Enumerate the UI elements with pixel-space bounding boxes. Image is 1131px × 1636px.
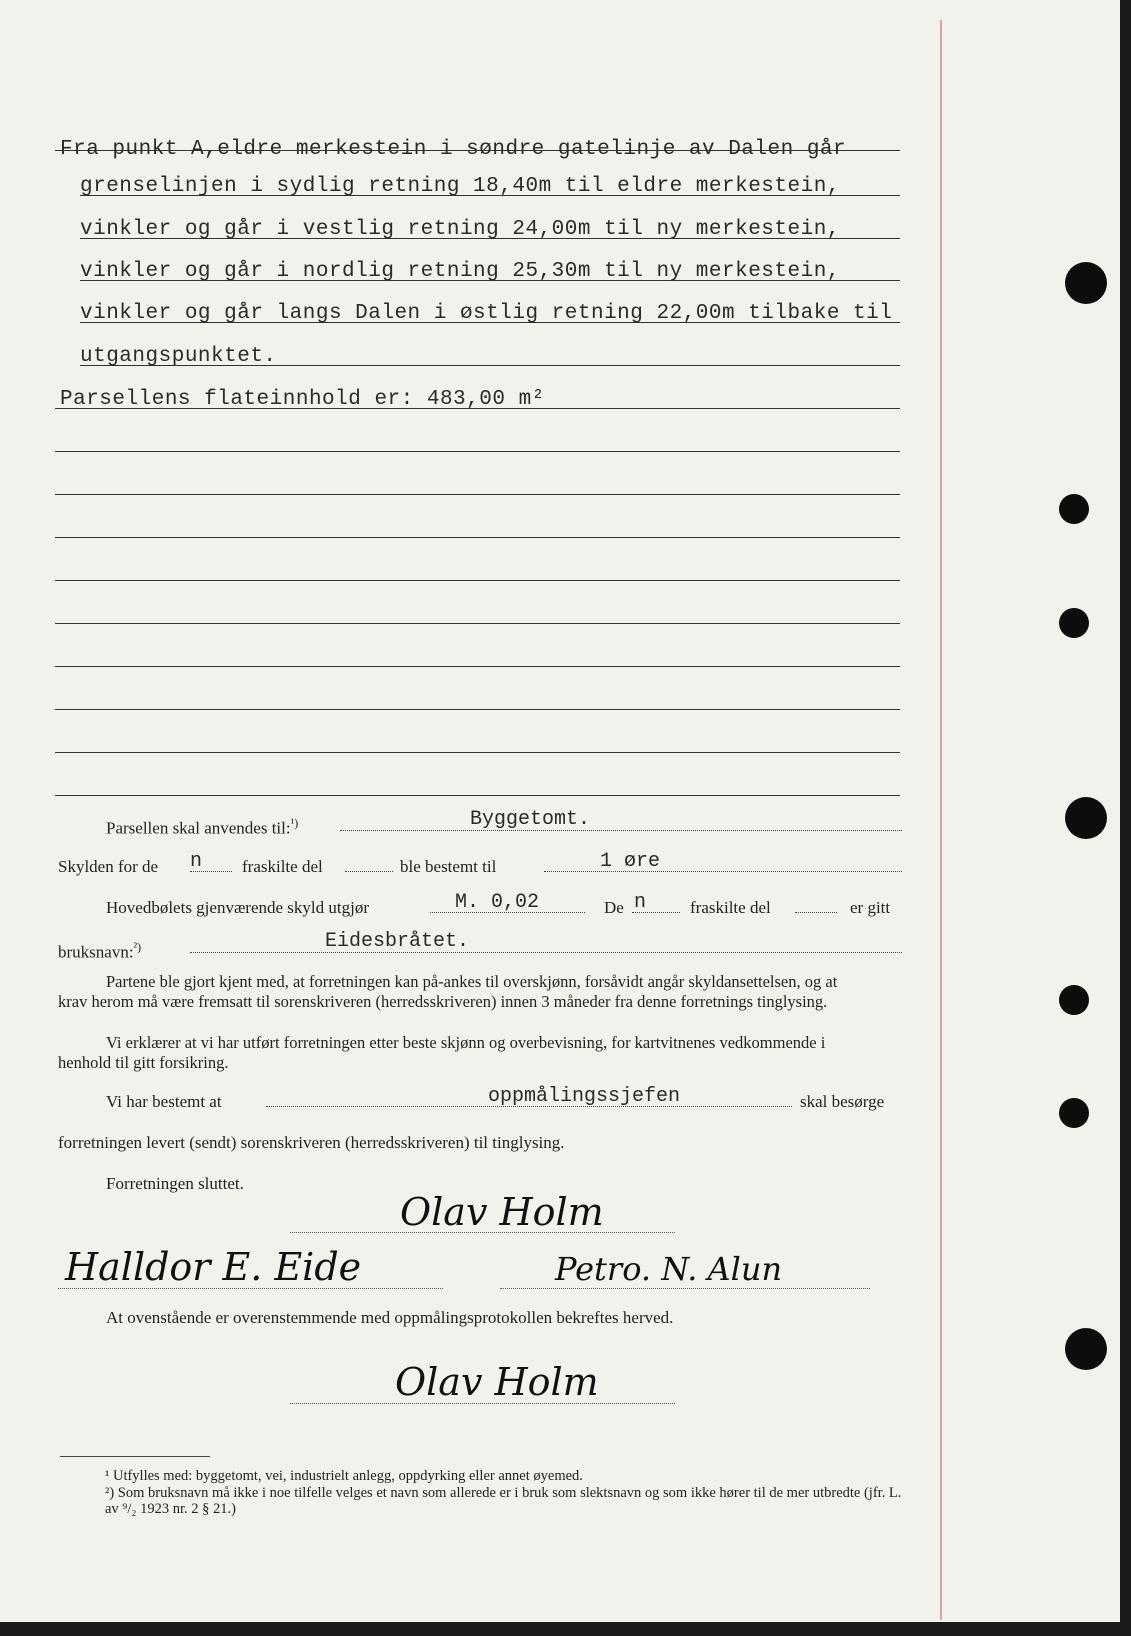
signature-line — [500, 1288, 870, 1289]
ruled-line — [55, 795, 900, 796]
hoved-gitt: er gitt — [850, 898, 891, 917]
use-value: Byggetomt. — [470, 808, 591, 831]
punch-hole — [1059, 608, 1089, 638]
ruled-line — [55, 580, 900, 581]
punch-hole — [1059, 494, 1089, 524]
skyld-value: 1 øre — [600, 850, 661, 873]
hoved-fraskilte: fraskilte del — [690, 898, 771, 917]
bestemt-tail: skal besørge — [800, 1092, 885, 1111]
typed-line: Fra punkt A,eldre merkestein i søndre gatelinje av Dalen går — [60, 138, 847, 161]
appeal-paragraph: Partene ble gjort kjent med, at forretningen kan på-ankes til overskjønn, forsåvidt angår skyldansettelsen, og at krav herom må være fremsatt til sorenskriveren (herredsskriveren) innen 3 måneder fra denne forretnings tinglysing. — [58, 972, 838, 1011]
hoved-label: Hovedbølets gjenværende skyld utgjør — [106, 898, 369, 917]
bestemt-label: Vi har bestemt at — [106, 1092, 222, 1111]
sluttet-text: Forretningen sluttet. — [106, 1174, 244, 1193]
ruled-line — [55, 623, 900, 624]
confirmation-text: At ovenstående er overenstemmende med oppmålingsprotokollen bekreftes herved. — [106, 1308, 674, 1327]
bestemt-value: oppmålingssjefen — [488, 1085, 681, 1108]
signature: Halldor E. Eide — [65, 1245, 362, 1289]
declaration-paragraph: Vi erklærer at vi har utført forretningen etter beste skjønn og overbevisning, for kartvitnenes vedkommende i henhold til gitt forsikring. — [58, 1033, 826, 1072]
skyld-label-b: fraskilte del — [242, 857, 323, 876]
use-field-line — [340, 830, 902, 831]
use-label: Parsellen skal anvendes til:$^{^1)}$ — [106, 816, 299, 838]
typed-line: vinkler og går langs Dalen i østlig retning 22,00m tilbake til — [80, 302, 893, 325]
area-line: Parsellens flateinnhold er: 483,00 m² — [60, 388, 545, 411]
ruled-line — [55, 537, 900, 538]
typed-line: vinkler og går i vestlig retning 24,00m til ny merkestein, — [80, 218, 840, 241]
typed-line: vinkler og går i nordlig retning 25,30m til ny merkestein, — [80, 260, 840, 283]
bruksnavn-field-line — [190, 952, 902, 953]
signature: Olav Holm — [395, 1360, 599, 1404]
signature-line — [290, 1403, 675, 1404]
footnote-2: ²) Som bruksnavn må ikke i noe tilfelle velges et navn som allerede er i bruk som slektsnavn og som ikke hører til de mer utbredte (jfr. L. av ⁹/₂ 1923 nr. 2 § 21.) — [105, 1485, 902, 1517]
hoved-de: De — [604, 898, 624, 917]
skyld-typed-n: n — [190, 850, 203, 873]
signature: Olav Holm — [400, 1190, 604, 1234]
punch-hole — [1059, 985, 1089, 1015]
ruled-line — [55, 494, 900, 495]
punch-hole — [1059, 1098, 1089, 1128]
punch-hole — [1065, 262, 1107, 304]
signature: Petro. N. Alun — [555, 1250, 783, 1288]
hoved-field-line — [795, 912, 837, 913]
ruled-line — [55, 666, 900, 667]
skyld-label-a: Skylden for de — [58, 857, 159, 876]
typed-line: grenselinjen i sydlig retning 18,40m til eldre merkestein, — [80, 175, 840, 198]
ruled-line — [55, 451, 900, 452]
footnote-rule — [60, 1456, 210, 1457]
punch-hole — [1065, 1328, 1107, 1370]
skyld-field-line — [345, 871, 393, 872]
typed-line: utgangspunktet. — [80, 345, 277, 368]
bruksnavn-value: Eidesbråtet. — [325, 930, 470, 953]
punch-hole — [1065, 797, 1107, 839]
ruled-line — [55, 709, 900, 710]
hoved-value: M. 0,02 — [455, 891, 540, 914]
signature-line — [290, 1232, 675, 1233]
skyld-field-line — [544, 871, 902, 872]
hoved-field-line — [632, 912, 680, 913]
bruksnavn-label: bruksnavn:$^{^2)}$ — [58, 940, 142, 962]
footnote-1: ¹ Utfylles med: byggetomt, vei, industrielt anlegg, oppdyrking eller annet øyemed. — [105, 1468, 583, 1484]
ruled-line — [55, 752, 900, 753]
levert-line: forretningen levert (sendt) sorenskriveren (herredsskriveren) til tinglysing. — [58, 1133, 565, 1152]
signature-line — [58, 1288, 443, 1289]
hoved-typed-n: n — [634, 891, 647, 914]
skyld-label-c: ble bestemt til — [400, 857, 497, 876]
margin-rule — [940, 20, 942, 1620]
skyld-field-line — [190, 871, 232, 872]
